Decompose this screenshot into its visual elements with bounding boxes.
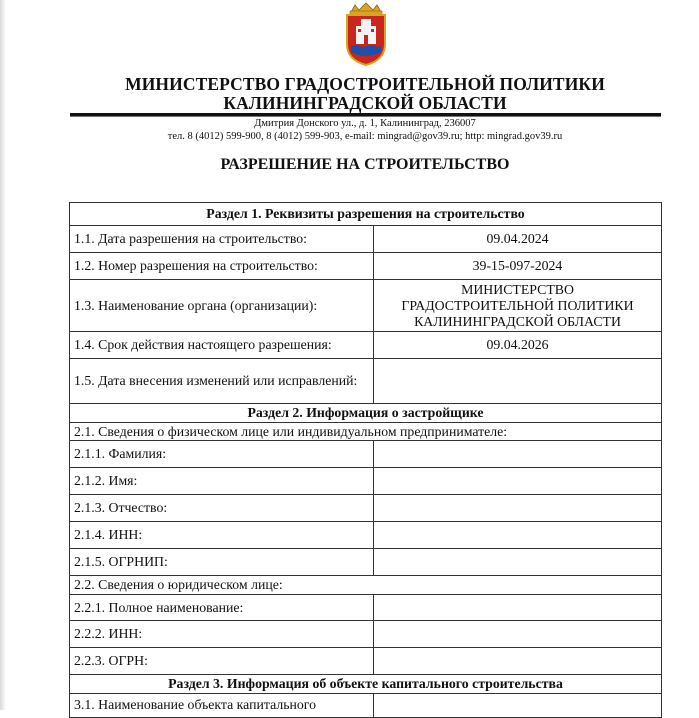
row-value	[374, 621, 662, 648]
row-label: 2.1.1. Фамилия:	[70, 441, 374, 468]
row-value	[374, 522, 662, 549]
row-label: 1.5. Дата внесения изменений или исправлений:	[70, 359, 374, 404]
table-row	[70, 495, 662, 522]
subsection-individual: 2.1. Сведения о физическом лице или индивидуальном предпринимателе:	[70, 423, 662, 441]
row-value	[374, 595, 662, 621]
kaliningrad-coat-of-arms-icon	[339, 2, 393, 66]
subsection-row	[70, 423, 662, 441]
amendment-date-value	[374, 359, 662, 404]
permit-details-table	[69, 202, 662, 718]
row-label: 2.2.3. ОГРН:	[70, 648, 374, 675]
row-label: 2.1.2. Имя:	[70, 468, 374, 495]
table-row	[70, 468, 662, 495]
section1-title: Раздел 1. Реквизиты разрешения на строительство	[70, 203, 662, 226]
section2-title: Раздел 2. Информация о застройщике	[70, 404, 662, 423]
document-title: РАЗРЕШЕНИЕ НА СТРОИТЕЛЬСТВО	[220, 156, 510, 173]
row-value	[374, 495, 662, 522]
row-label: 2.1.4. ИНН:	[70, 522, 374, 549]
header-divider-thin	[70, 116, 661, 117]
row-value	[374, 549, 662, 576]
page-edge-shadow	[0, 0, 6, 710]
table-row	[70, 648, 662, 675]
ministry-name-line2: КАЛИНИНГРАДСКОЙ ОБЛАСТИ	[223, 93, 507, 113]
row-label: 2.2.2. ИНН:	[70, 621, 374, 648]
row-label: 2.1.5. ОГРНИП:	[70, 549, 374, 576]
row-label: 1.4. Срок действия настоящего разрешения:	[70, 332, 374, 359]
permit-date-value: 09.04.2024	[374, 226, 662, 253]
table-row	[70, 226, 662, 253]
ministry-contacts: тел. 8 (4012) 599-900, 8 (4012) 599-903, e-mail: mingrad@gov39.ru; http: mingrad.gov39.ru	[167, 131, 563, 142]
ministry-name-line1: МИНИСТЕРСТВО ГРАДОСТРОИТЕЛЬНОЙ ПОЛИТИКИ	[125, 74, 605, 94]
section-header-row	[70, 675, 662, 694]
table-row	[70, 280, 662, 332]
table-row	[70, 441, 662, 468]
row-value	[374, 441, 662, 468]
row-label: 2.1.3. Отчество:	[70, 495, 374, 522]
table-row	[70, 595, 662, 621]
table-row	[70, 253, 662, 280]
table-row	[70, 694, 662, 718]
ministry-address: Дмитрия Донского ул., д. 1, Калининград, 236007	[254, 118, 476, 129]
subsection-legal-entity: 2.2. Сведения о юридическом лице:	[70, 576, 662, 595]
permit-number-value: 39-15-097-2024	[374, 253, 662, 280]
table-row	[70, 359, 662, 404]
section3-title: Раздел 3. Информация об объекте капитального строительства	[70, 675, 662, 694]
row-value	[374, 648, 662, 675]
row-value	[374, 468, 662, 495]
table-row	[70, 621, 662, 648]
subsection-row	[70, 576, 662, 595]
row-label: 3.1. Наименование объекта капитального	[70, 694, 374, 718]
row-label: 1.1. Дата разрешения на строительство:	[70, 226, 374, 253]
table-row	[70, 522, 662, 549]
row-label: 1.2. Номер разрешения на строительство:	[70, 253, 374, 280]
row-label: 1.3. Наименование органа (организации):	[70, 280, 374, 332]
row-value	[374, 694, 662, 718]
issuing-authority-value: МИНИСТЕРСТВО ГРАДОСТРОИТЕЛЬНОЙ ПОЛИТИКИ КАЛИНИНГРАДСКОЙ ОБЛАСТИ	[374, 280, 662, 332]
section-header-row	[70, 404, 662, 423]
section-header-row	[70, 203, 662, 226]
table-row	[70, 549, 662, 576]
row-label: 2.2.1. Полное наименование:	[70, 595, 374, 621]
validity-date-value: 09.04.2026	[374, 332, 662, 359]
table-row	[70, 332, 662, 359]
